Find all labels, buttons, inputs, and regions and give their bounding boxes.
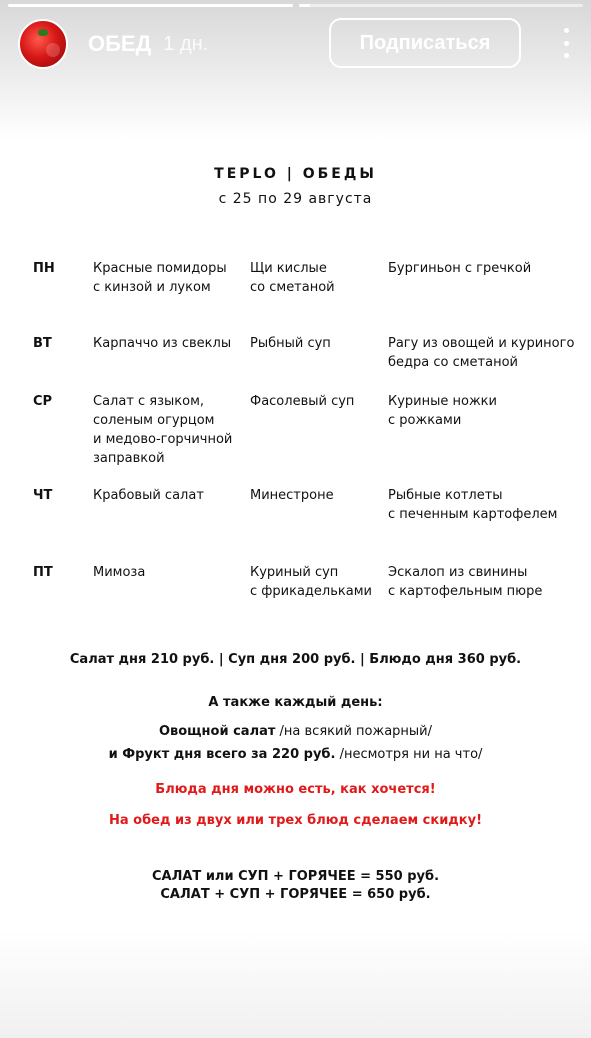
salad-cell (93, 563, 243, 582)
soup-cell-line: с фрикадельками (250, 584, 372, 599)
salad-cell (93, 334, 243, 353)
salad-cell (93, 486, 243, 505)
soup-cell (250, 259, 385, 297)
day-label (33, 486, 52, 505)
extra-item-fruit-name: и Фрукт дня всего за 220 руб. (108, 747, 336, 762)
salad-cell-line: и медово-горчичной (93, 432, 233, 447)
avatar[interactable] (18, 19, 68, 69)
combo-price-1: САЛАТ или СУП + ГОРЯЧЕЕ = 550 руб. (151, 869, 440, 884)
main-cell (388, 259, 578, 278)
soup-cell (250, 392, 385, 411)
progress-fill (299, 4, 310, 7)
main-cell (388, 563, 578, 601)
salad-cell-line: Крабовый салат (93, 488, 204, 503)
day-label (33, 392, 52, 411)
extra-item-fruit (0, 747, 591, 762)
menu-title: TEPLO | ОБЕДЫ (214, 166, 377, 182)
main-cell (388, 392, 578, 430)
day-label (33, 334, 52, 353)
soup-cell-line: Куриный суп (250, 565, 339, 580)
main-cell-line: Рыбные котлеты (388, 488, 503, 503)
progress-segment (8, 4, 293, 7)
main-cell-line: Рагу из овощей и куриного (388, 336, 575, 351)
extra-item-salad-name: Овощной салат (158, 724, 276, 739)
menu-subtitle: с 25 по 29 августа (218, 191, 373, 207)
combo-price-2: САЛАТ + СУП + ГОРЯЧЕЕ = 650 руб. (160, 887, 431, 902)
progress-fill (8, 4, 293, 7)
progress-segment (299, 4, 584, 7)
more-vertical-icon[interactable] (561, 28, 571, 58)
day-label (33, 563, 53, 582)
main-cell-line: с картофельным пюре (388, 584, 543, 599)
soup-cell (250, 563, 385, 601)
main-cell-line: с печенным картофелем (388, 507, 558, 522)
day-label-line: ПН (33, 261, 55, 276)
main-cell-line: с рожками (388, 413, 462, 428)
main-cell-line: бедра со сметаной (388, 355, 518, 370)
salad-cell-line: с кинзой и луком (93, 280, 211, 295)
day-label-line: ПТ (33, 565, 53, 580)
day-label-line: ЧТ (33, 488, 53, 503)
day-label-line: СР (33, 394, 53, 409)
main-cell-line: Куриные ножки (388, 394, 497, 409)
day-label (33, 259, 55, 278)
story-progress (8, 4, 583, 7)
salad-cell-line: Карпаччо из свеклы (93, 336, 232, 351)
daily-prices: Салат дня 210 руб. | Суп дня 200 руб. | Блюдо дня 360 руб. (69, 652, 522, 667)
soup-cell-line: Минестроне (250, 488, 334, 503)
soup-cell-line: Щи кислые (250, 261, 327, 276)
soup-cell (250, 334, 385, 353)
red-note-2: На обед из двух или трех блюд сделаем скидку! (108, 813, 483, 828)
main-cell-line: Бургиньон с гречкой (388, 261, 532, 276)
salad-cell-line: Салат с языком, (93, 394, 205, 409)
main-cell-line: Эскалоп из свинины (388, 565, 528, 580)
salad-cell-line: Мимоза (93, 565, 146, 580)
bottom-shade (0, 930, 591, 1038)
extra-item-salad (0, 724, 591, 739)
soup-cell-line: Фасолевый суп (250, 394, 355, 409)
salad-cell (93, 392, 243, 468)
also-title: А также каждый день: (208, 695, 383, 710)
username[interactable]: ОБЕД (88, 31, 152, 56)
salad-cell-line: заправкой (93, 451, 165, 466)
extra-item-fruit-note: /несмотря ни на что/ (335, 747, 483, 762)
subscribe-button[interactable]: Подписаться (329, 18, 521, 68)
post-time: 1 дн. (163, 32, 209, 55)
soup-cell-line: Рыбный суп (250, 336, 331, 351)
salad-cell-line: соленым огурцом (93, 413, 215, 428)
story-header (18, 18, 573, 70)
salad-cell-line: Красные помидоры (93, 261, 227, 276)
extra-item-salad-note: /на всякий пожарный/ (275, 724, 433, 739)
soup-cell-line: со сметаной (250, 280, 335, 295)
soup-cell (250, 486, 385, 505)
main-cell (388, 486, 578, 524)
main-cell (388, 334, 578, 372)
red-note-1: Блюда дня можно есть, как хочется! (155, 782, 436, 797)
day-label-line: ВТ (33, 336, 52, 351)
salad-cell (93, 259, 243, 297)
